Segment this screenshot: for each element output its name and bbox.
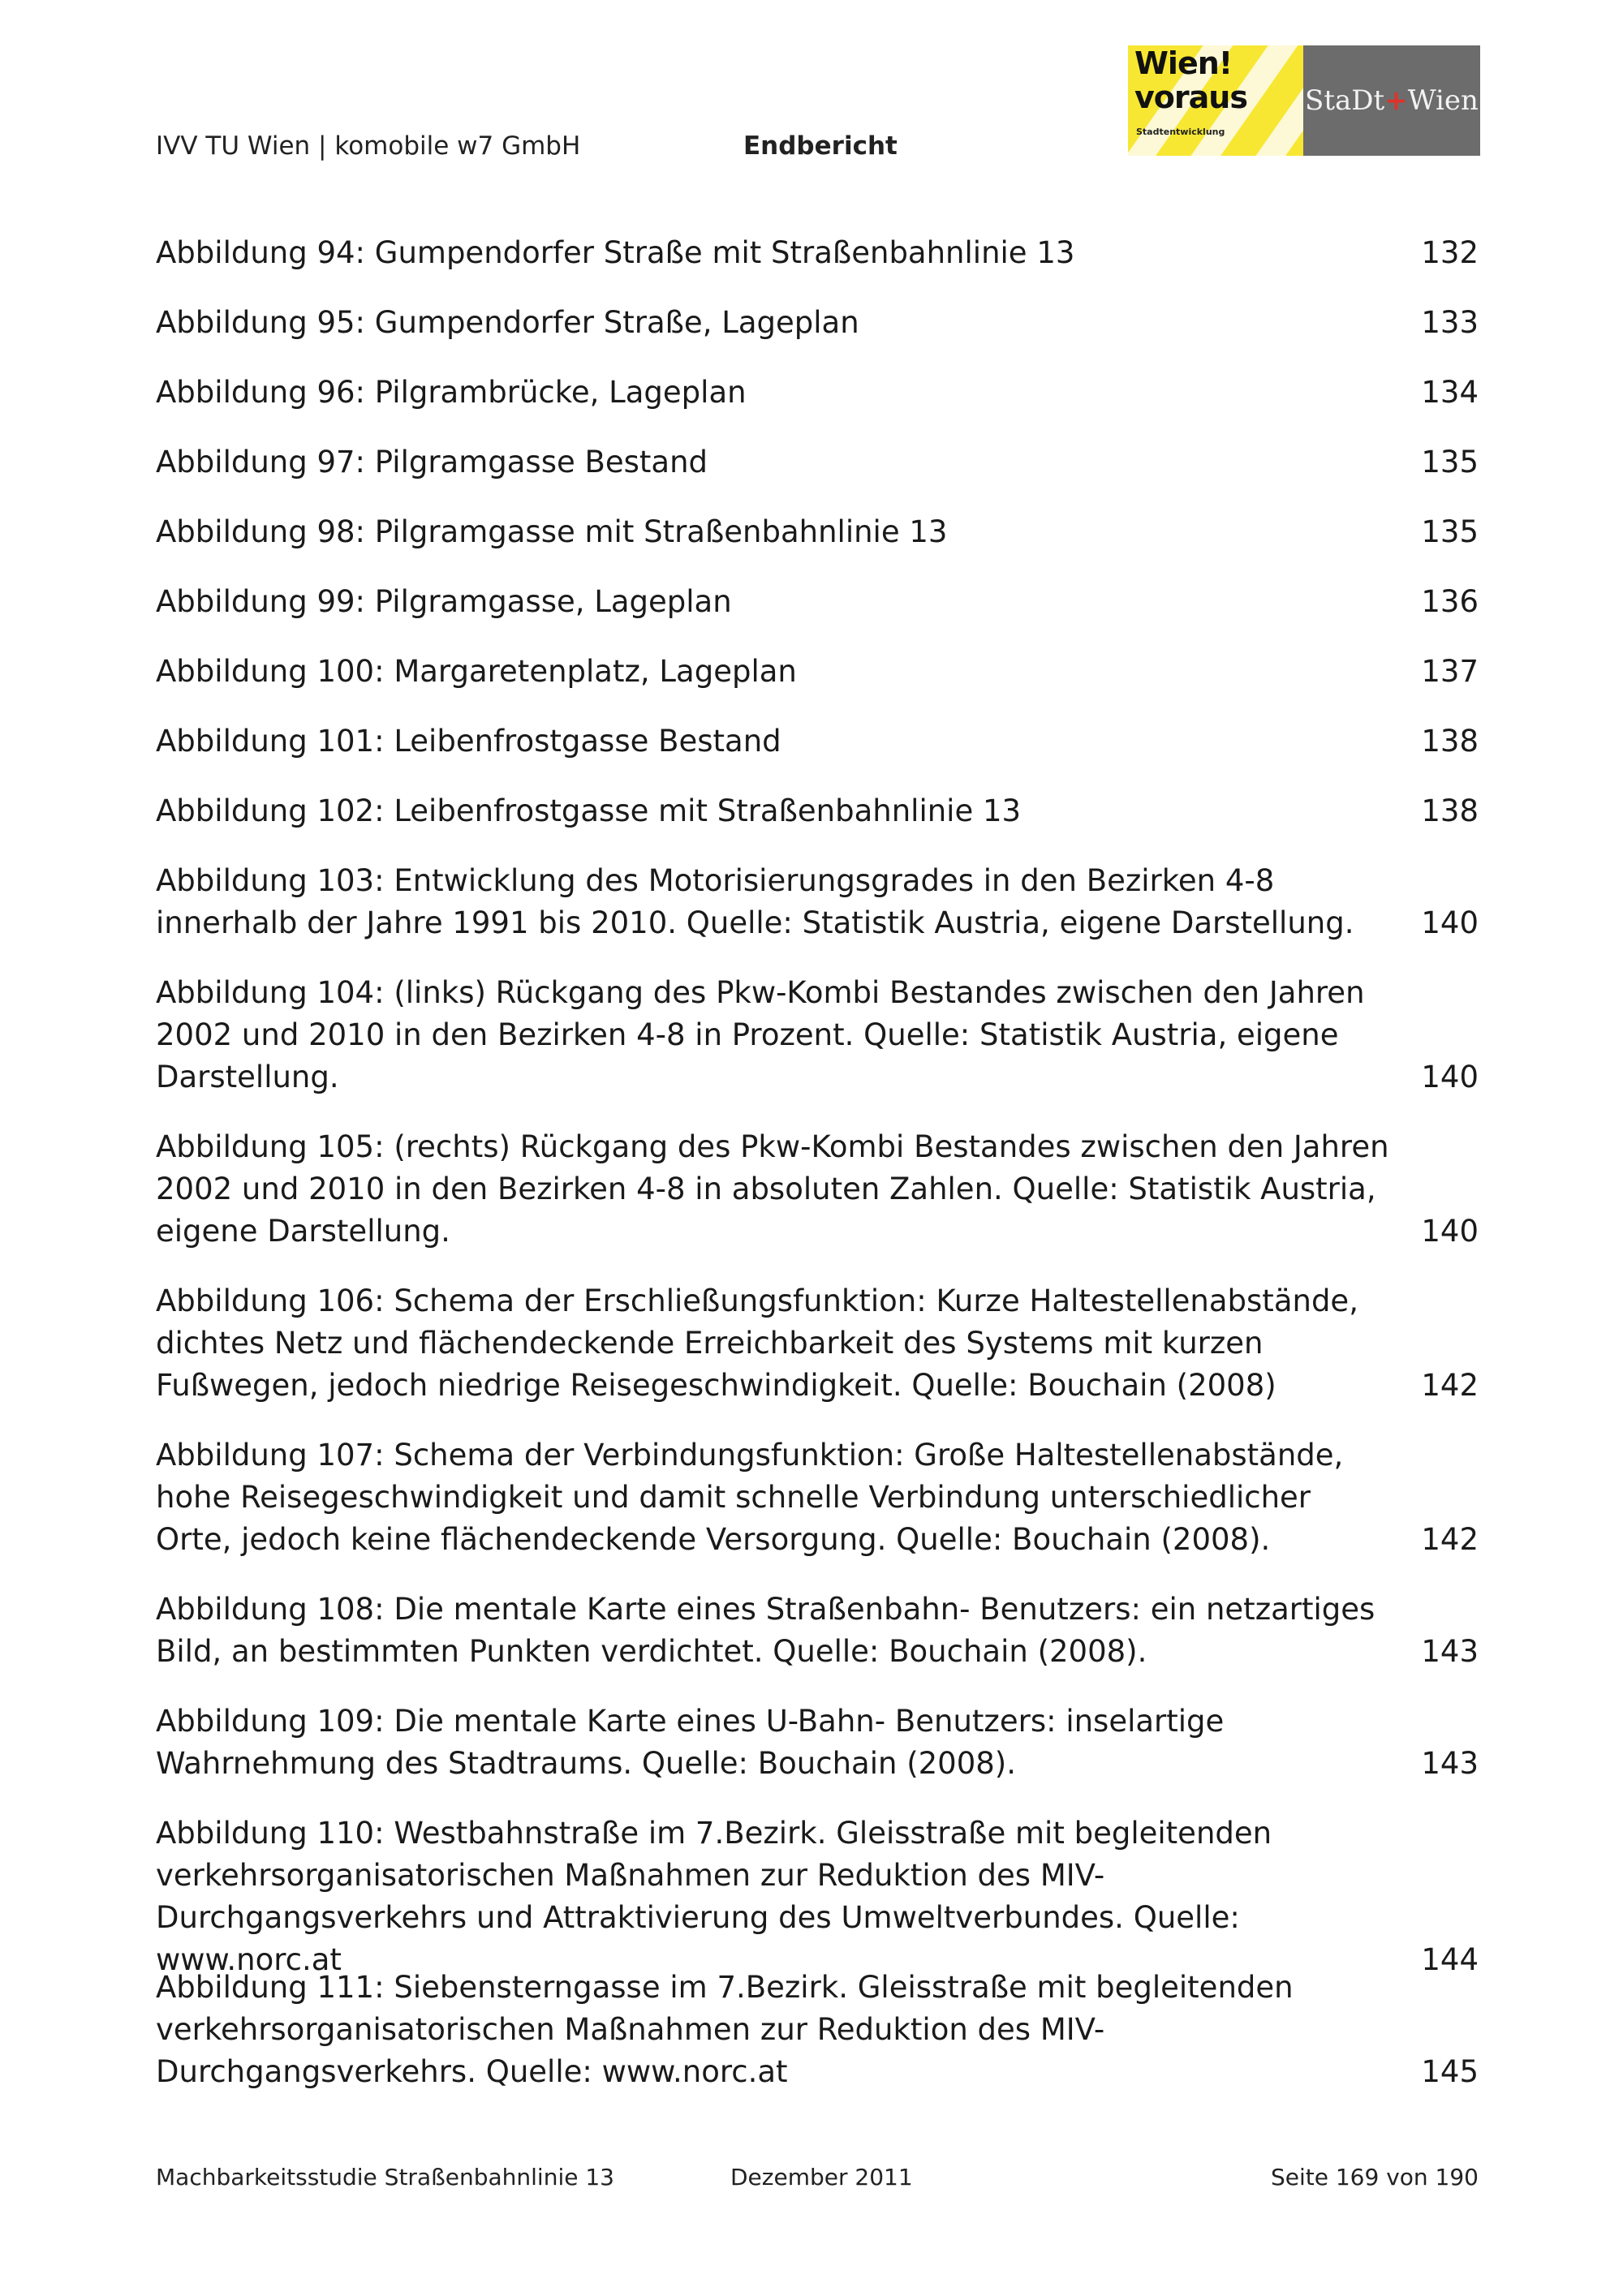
entry-page-number: 134	[1421, 375, 1479, 410]
footer-date: Dezember 2011	[730, 2164, 913, 2191]
entry-title: Abbildung 106: Schema der Erschließungsfunktion: Kurze Haltestellenabstände, dichtes Netz und flächendeckende Erreichbarkeit des Systems mit kurzen Fußwegen, jedoch niedrige Reisegeschwindigkeit. Quelle: Bouchain (2008)	[156, 1283, 1358, 1403]
logo-word-voraus: voraus	[1134, 80, 1247, 115]
wien-voraus-logo	[1128, 45, 1303, 156]
entry-title: Abbildung 107: Schema der Verbindungsfunktion: Große Haltestellenabstände, hohe Reisegeschwindigkeit und damit schnelle Verbindung unterschiedlicher Orte, jedoch keine flächendeckende Versorgung. Quelle: Bouchain (2008).	[156, 1438, 1344, 1557]
entry-page-number: 142	[1421, 1522, 1479, 1557]
entry-title: Abbildung 97: Pilgramgasse Bestand	[156, 445, 708, 479]
list-item[interactable]	[156, 441, 1479, 484]
list-item[interactable]	[156, 651, 1479, 693]
list-item[interactable]	[156, 1967, 1479, 2093]
entry-title: Abbildung 95: Gumpendorfer Straße, Lageplan	[156, 305, 859, 340]
entry-title: Abbildung 108: Die mentale Karte eines Straßenbahn- Benutzers: ein netzartiges Bild, an bestimmten Punkten verdichtet. Quelle: Bouchain (2008).	[156, 1592, 1375, 1669]
entry-page-number: 144	[1421, 1942, 1479, 1977]
logo-stadt-text: StaDt	[1305, 84, 1385, 117]
entry-title: Abbildung 110: Westbahnstraße im 7.Bezirk. Gleisstraße mit begleitenden verkehrsorganisatorischen Maßnahmen zur Reduktion des MIV-Durchgangsverkehrs und Attraktivierung des Umweltverbundes. Quelle: www.norc.at	[156, 1816, 1272, 1977]
entry-page-number: 140	[1421, 1214, 1479, 1249]
entry-title: Abbildung 94: Gumpendorfer Straße mit Straßenbahnlinie 13	[156, 235, 1075, 270]
entry-title: Abbildung 105: (rechts) Rückgang des Pkw-Kombi Bestandes zwischen den Jahren 2002 und 2010 in den Bezirken 4-8 in absoluten Zahlen. Quelle: Statistik Austria, eigene Darstellung.	[156, 1129, 1389, 1249]
logo-plus-icon: +	[1384, 84, 1408, 117]
list-item[interactable]	[156, 1589, 1479, 1673]
logo-tagline: Stadtentwicklung	[1136, 127, 1225, 137]
entry-title: Abbildung 111: Siebensterngasse im 7.Bezirk. Gleisstraße mit begleitenden verkehrsorganisatorischen Maßnahmen zur Reduktion des MIV-Durchgangsverkehrs. Quelle: www.norc.at	[156, 1970, 1294, 2089]
entry-page-number: 133	[1421, 305, 1479, 340]
list-item[interactable]	[156, 302, 1479, 344]
list-item[interactable]	[156, 1812, 1479, 1981]
entry-title: Abbildung 96: Pilgrambrücke, Lageplan	[156, 375, 747, 410]
entry-page-number: 135	[1421, 445, 1479, 479]
list-item[interactable]	[156, 720, 1479, 763]
list-item[interactable]	[156, 1126, 1479, 1253]
entry-page-number: 145	[1421, 2054, 1479, 2089]
entry-page-number: 136	[1421, 584, 1479, 619]
logo-group	[1128, 45, 1480, 156]
entry-title: Abbildung 99: Pilgramgasse, Lageplan	[156, 584, 732, 619]
footer-study-title: Machbarkeitsstudie Straßenbahnlinie 13	[156, 2164, 614, 2191]
list-item[interactable]	[156, 972, 1479, 1099]
list-item[interactable]	[156, 372, 1479, 414]
logo-wien-text: Wien	[1407, 84, 1479, 117]
list-item[interactable]	[156, 581, 1479, 623]
entry-page-number: 132	[1421, 235, 1479, 270]
entry-title: Abbildung 100: Margaretenplatz, Lageplan	[156, 654, 797, 689]
entry-page-number: 143	[1421, 1634, 1479, 1669]
footer-page-number: Seite 169 von 190	[1270, 2164, 1479, 2191]
entry-page-number: 140	[1421, 905, 1479, 940]
header-organization: IVV TU Wien | komobile w7 GmbH	[156, 131, 581, 161]
list-item[interactable]	[156, 1280, 1479, 1407]
entry-title: Abbildung 101: Leibenfrostgasse Bestand	[156, 724, 781, 759]
list-item[interactable]	[156, 511, 1479, 553]
list-item[interactable]	[156, 232, 1479, 274]
entry-title: Abbildung 102: Leibenfrostgasse mit Straßenbahnlinie 13	[156, 793, 1022, 828]
entry-title: Abbildung 104: (links) Rückgang des Pkw-Kombi Bestandes zwischen den Jahren 2002 und 2010 in den Bezirken 4-8 in Prozent. Quelle: Statistik Austria, eigene Darstellung.	[156, 975, 1365, 1094]
entry-title: Abbildung 109: Die mentale Karte eines U-Bahn- Benutzers: inselartige Wahrnehmung des Stadtraums. Quelle: Bouchain (2008).	[156, 1704, 1225, 1781]
entry-page-number: 138	[1421, 724, 1479, 759]
list-item[interactable]	[156, 860, 1479, 944]
list-item[interactable]	[156, 1434, 1479, 1561]
entry-page-number: 143	[1421, 1746, 1479, 1781]
header-report-type: Endbericht	[743, 131, 898, 161]
entry-page-number: 138	[1421, 793, 1479, 828]
entry-title: Abbildung 98: Pilgramgasse mit Straßenbahnlinie 13	[156, 514, 948, 549]
entry-page-number: 137	[1421, 654, 1479, 689]
entry-page-number: 142	[1421, 1368, 1479, 1403]
entry-page-number: 140	[1421, 1060, 1479, 1094]
list-item[interactable]	[156, 1701, 1479, 1785]
entry-page-number: 135	[1421, 514, 1479, 549]
stadt-wien-logo	[1303, 45, 1480, 156]
entry-title: Abbildung 103: Entwicklung des Motorisierungsgrades in den Bezirken 4-8 innerhalb der Jahre 1991 bis 2010. Quelle: Statistik Austria, eigene Darstellung.	[156, 863, 1354, 940]
logo-word-wien: Wien!	[1134, 45, 1233, 81]
list-item[interactable]	[156, 790, 1479, 832]
